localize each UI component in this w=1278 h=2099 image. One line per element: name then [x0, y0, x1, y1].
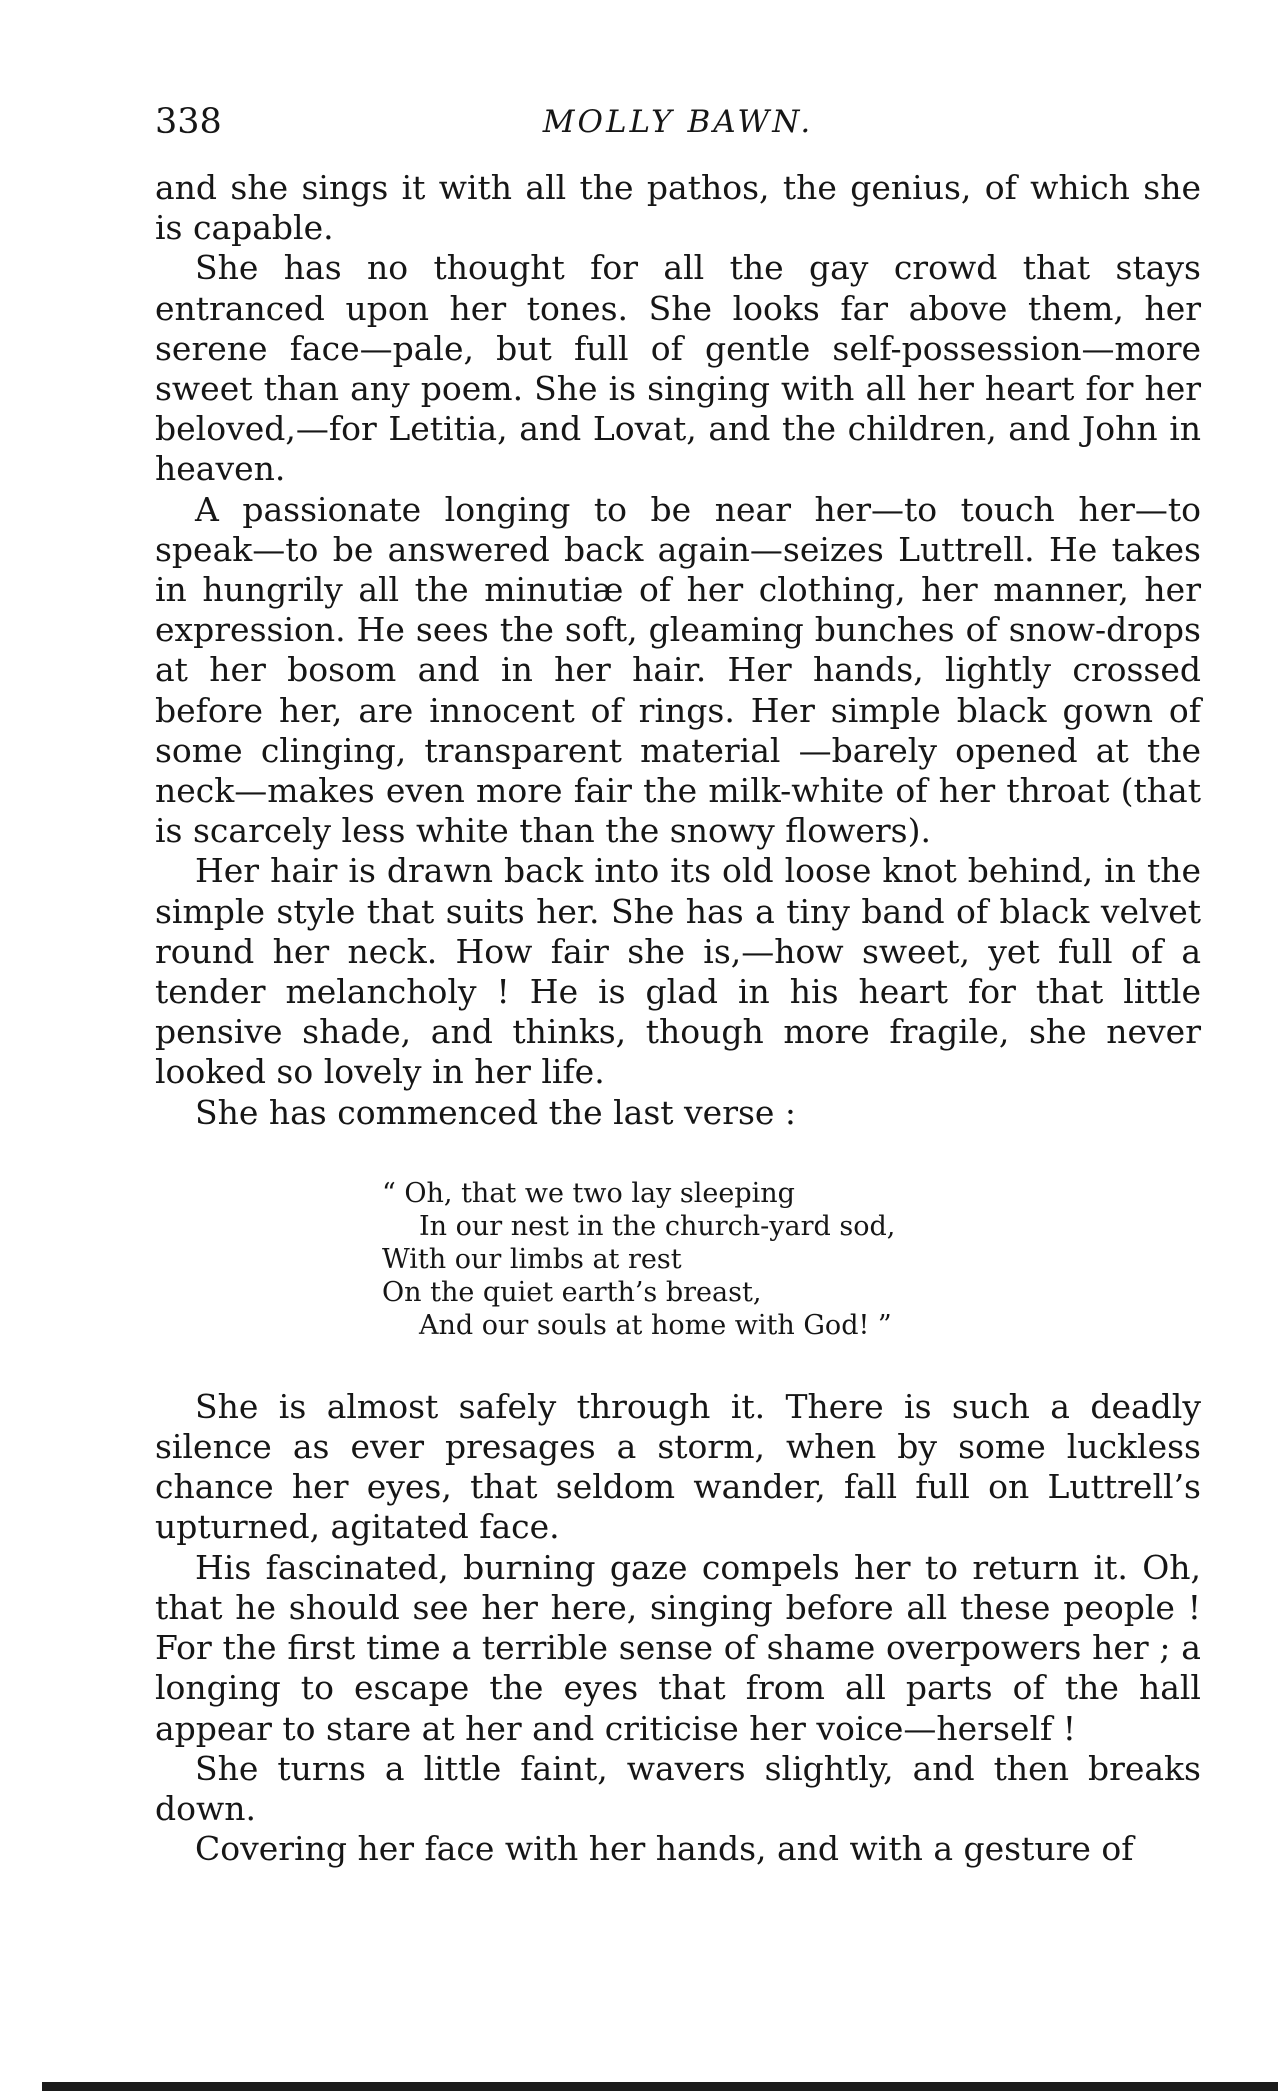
- bottom-rule: [42, 2082, 1278, 2091]
- poem-line: With our limbs at rest: [382, 1243, 682, 1275]
- poem-line: And our souls at home with God! ”: [419, 1309, 892, 1341]
- paragraph: She is almost safely through it. There is such a deadly silence as ever presages a storm, when by some luckless chance her eyes, that seldom wander, fall full on Luttrell’s upturned, agitated face.: [155, 1386, 1201, 1547]
- body-text: [155, 168, 1201, 1869]
- paragraph: and she sings it with all the pathos, the genius, of which she is capable.: [155, 168, 1201, 248]
- poem-line: In our nest in the church-yard sod,: [419, 1210, 896, 1242]
- paragraph: She turns a little faint, wavers slightly, and then breaks down.: [155, 1748, 1201, 1828]
- paragraph: She has no thought for all the gay crowd that stays entranced upon her tones. She looks far above them, her serene face—pale, but full of gentle self-possession—more sweet than any poem. She is singing with all her heart for her beloved,—for Letitia, and Lovat, and the children, and John in heaven.: [155, 248, 1201, 489]
- page-header: [155, 98, 1201, 146]
- poem-verse: [155, 1177, 1201, 1342]
- paragraph: She has commenced the last verse :: [195, 1092, 797, 1132]
- paragraph: Her hair is drawn back into its old loose knot behind, in the simple style that suits her. She has a tiny band of black velvet round her neck. How fair she is,—how sweet, yet full of a tender melancholy ! He is glad in his heart for that little pensive shade, and thinks, though more fragile, she never looked so lovely in her life.: [155, 851, 1201, 1092]
- poem-line: “ Oh, that we two lay sleeping: [382, 1177, 795, 1209]
- paragraph: A passionate longing to be near her—to touch her—to speak—to be answered back again—seizes Luttrell. He takes in hungrily all the minutiæ of her clothing, her manner, her expression. He sees the soft, gleaming bunches of snow-drops at her bosom and in her hair. Her hands, lightly crossed before her, are innocent of rings. Her simple black gown of some clinging, transparent material —barely opened at the neck—makes even more fair the milk-white of her throat (that is scarcely less white than the snowy flowers).: [155, 489, 1201, 851]
- page-number: 338: [155, 102, 222, 142]
- paragraph: Covering her face with her hands, and with a gesture of: [195, 1829, 1134, 1869]
- running-title: MOLLY BAWN.: [542, 104, 814, 140]
- poem-line: On the quiet earth’s breast,: [382, 1276, 762, 1308]
- paragraph: His fascinated, burning gaze compels her to return it. Oh, that he should see her here, singing before all these people ! For the first time a terrible sense of shame overpowers her ; a longing to escape the eyes that from all parts of the hall appear to stare at her and criticise her voice—herself !: [155, 1547, 1201, 1748]
